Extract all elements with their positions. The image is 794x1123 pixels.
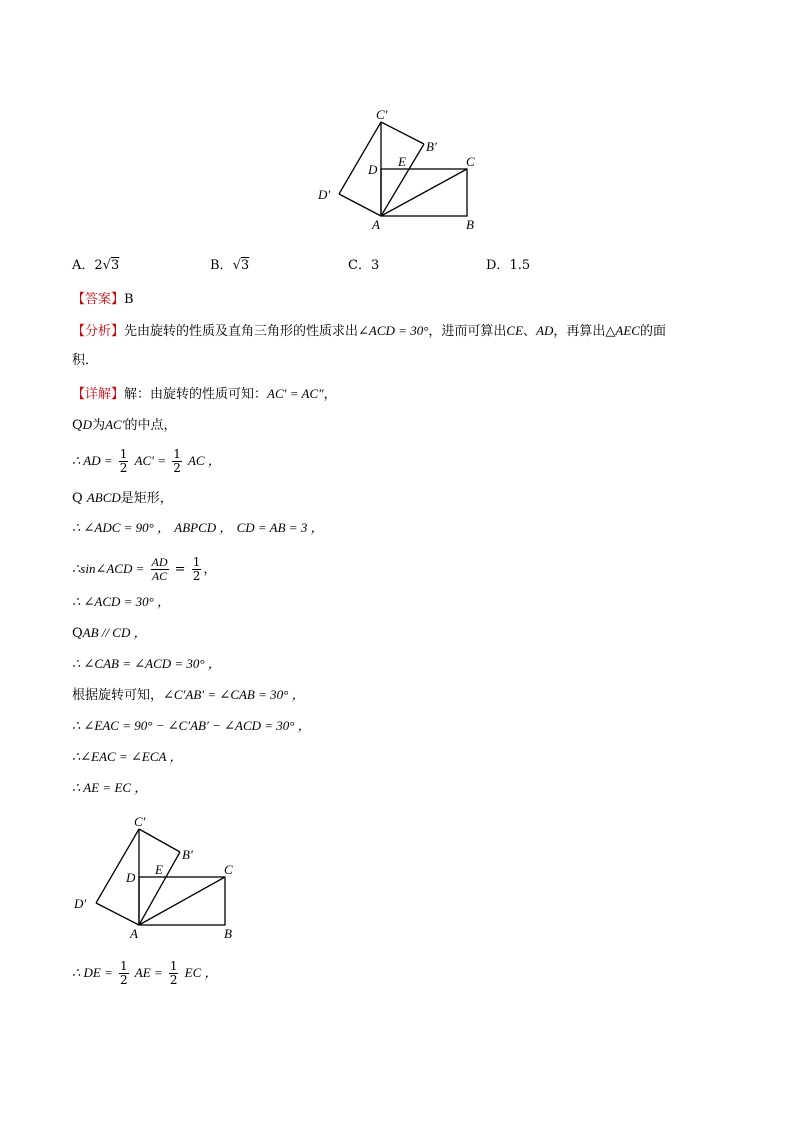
- detail-line-5: [72, 519, 324, 538]
- detail-l3-end: AC ，: [187, 453, 221, 468]
- label-e: E: [398, 154, 406, 169]
- detail-l5-c: CD = AB = 3 ，: [236, 520, 324, 535]
- detail-line-7: [72, 593, 170, 612]
- detail-l5-b: ABPCD ，: [174, 520, 233, 535]
- detail-l3-pre: ∴ AD =: [72, 453, 113, 468]
- option-b-label: B．: [210, 258, 233, 273]
- label-c-prime: C′: [134, 814, 146, 829]
- sqrt-icon: √: [102, 258, 111, 273]
- option-d-value: 1.5: [509, 258, 531, 273]
- label-b-prime: B′: [426, 139, 437, 154]
- detail-l14-mid: AE =: [134, 965, 163, 980]
- answer-value: B: [124, 292, 134, 307]
- fraction-half: [172, 448, 182, 475]
- label-e: E: [155, 862, 163, 877]
- analysis-line: [72, 322, 666, 341]
- frac-num: AD: [151, 555, 168, 569]
- detail-l2-ac: AC′: [105, 417, 125, 432]
- analysis-expr-3: AD: [536, 323, 554, 338]
- detail-line-10: [72, 686, 305, 705]
- sqrt-icon: √: [232, 258, 241, 273]
- detail-l12: ∴∠EAC = ∠ECA ，: [72, 749, 183, 764]
- analysis-text-1: 先由旋转的性质及直角三角形的性质求出: [124, 324, 359, 339]
- detail-l2-q: Q: [72, 418, 83, 433]
- label-d: D: [126, 870, 136, 885]
- option-a-coef: 2: [94, 258, 103, 273]
- fraction-half: [119, 448, 129, 475]
- answer-tag: 【答案】: [72, 292, 125, 307]
- detail-tag: 【详解】: [72, 387, 125, 402]
- detail-l5-a: ∴ ∠ADC = 90° ，: [72, 520, 171, 535]
- detail-l1-text: 解：由旋转的性质可知：: [124, 387, 268, 402]
- analysis-expr-4: △AEC: [605, 323, 640, 338]
- detail-line-14: [72, 960, 218, 987]
- frac-den: 2: [169, 973, 178, 987]
- detail-l10-text: 根据旋转可知，: [72, 688, 164, 703]
- option-c-label: C．: [348, 258, 371, 273]
- frac-den: AC: [151, 569, 168, 583]
- option-a-label: A．: [72, 258, 95, 273]
- detail-l4-q: Q: [72, 491, 83, 506]
- analysis-expr-2: CE: [506, 323, 524, 338]
- analysis-tag: 【分析】: [72, 324, 125, 339]
- detail-l14-end: EC ，: [184, 965, 218, 980]
- detail-l2-text: 为: [92, 418, 106, 433]
- label-a: A: [372, 217, 380, 232]
- frac-num: 1: [192, 555, 201, 569]
- analysis-sep: 、: [523, 324, 537, 339]
- label-d-prime: D′: [318, 187, 331, 202]
- detail-l9: ∴ ∠CAB = ∠ACD = 30° ，: [72, 656, 221, 671]
- detail-l11: ∴ ∠EAC = 90° − ∠C′AB′ − ∠ACD = 30° ，: [72, 718, 311, 733]
- detail-l2-end: 的中点，: [124, 418, 177, 433]
- detail-l10-math: ∠C′AB′ = ∠CAB = 30° ，: [163, 687, 305, 702]
- fraction-ad-ac: [151, 556, 169, 583]
- detail-l2-d: D: [82, 417, 93, 432]
- analysis-text-3: ，再算出: [553, 324, 606, 339]
- detail-line-2: [72, 416, 177, 435]
- analysis-expr-1: ∠ACD = 30°: [358, 323, 429, 338]
- detail-l4-math: ABCD: [86, 490, 121, 505]
- frac-den: 2: [173, 461, 181, 475]
- detail-l13: ∴ AE = EC ，: [72, 780, 148, 795]
- frac-num: 1: [169, 959, 178, 973]
- detail-l8-q: Q: [72, 626, 83, 641]
- label-d: D: [368, 162, 378, 177]
- detail-line-4: [72, 489, 173, 508]
- option-b-radicand: 3: [240, 258, 250, 273]
- detail-l7: ∴ ∠ACD = 30° ，: [72, 594, 171, 609]
- frac-num: 1: [119, 447, 128, 461]
- option-b[interactable]: [210, 254, 249, 273]
- label-b: B: [224, 926, 232, 941]
- detail-l8-math: AB // CD ，: [82, 625, 147, 640]
- option-a-radicand: 3: [110, 258, 120, 273]
- frac-num: 1: [173, 447, 181, 461]
- detail-line-8: [72, 624, 147, 643]
- label-c: C: [466, 154, 475, 169]
- label-b-prime: B′: [182, 847, 193, 862]
- answer-line: [72, 291, 134, 309]
- fraction-half: [192, 556, 202, 583]
- option-c-value: 3: [370, 258, 380, 273]
- detail-line-1: [72, 385, 337, 404]
- geometry-figure-bottom: [60, 810, 260, 945]
- detail-line-9: [72, 655, 221, 674]
- detail-l4-text: 是矩形，: [120, 491, 173, 506]
- frac-num: 1: [120, 959, 128, 973]
- label-c-prime: C′: [376, 107, 388, 122]
- analysis-cont: 积．: [72, 353, 99, 368]
- detail-l6-eq: =: [174, 562, 186, 577]
- label-d-prime: D′: [74, 896, 87, 911]
- detail-line-13: [72, 779, 147, 798]
- geometry-figure-top: [300, 100, 500, 240]
- detail-l14-pre: ∴ DE =: [72, 965, 113, 980]
- label-c: C: [224, 862, 233, 877]
- frac-den: 2: [119, 461, 128, 475]
- frac-den: 2: [192, 569, 201, 583]
- detail-l1-math: AC′ = AC″: [267, 386, 324, 401]
- option-c[interactable]: [348, 254, 379, 273]
- detail-l6-end: ，: [203, 562, 217, 577]
- option-d[interactable]: [486, 254, 530, 273]
- detail-line-12: [72, 748, 182, 767]
- option-a[interactable]: [72, 254, 119, 273]
- detail-line-6: [72, 556, 216, 583]
- option-d-label: D．: [486, 258, 510, 273]
- detail-l3-mid: AC′ =: [134, 453, 167, 468]
- detail-l1-end: ，: [323, 387, 337, 402]
- analysis-line-2: [72, 352, 98, 370]
- fraction-half: [169, 960, 179, 987]
- frac-den: 2: [120, 973, 128, 987]
- detail-line-11: [72, 717, 311, 736]
- label-b: B: [466, 217, 474, 232]
- analysis-text-4: 的面: [639, 324, 666, 339]
- answer-options: [72, 254, 632, 274]
- fraction-half: [119, 960, 129, 987]
- analysis-text-2: ，进而可算出: [428, 324, 507, 339]
- detail-l6-pre: ∴sin∠ACD =: [72, 561, 145, 576]
- label-a: A: [130, 926, 138, 941]
- detail-line-3: [72, 448, 221, 475]
